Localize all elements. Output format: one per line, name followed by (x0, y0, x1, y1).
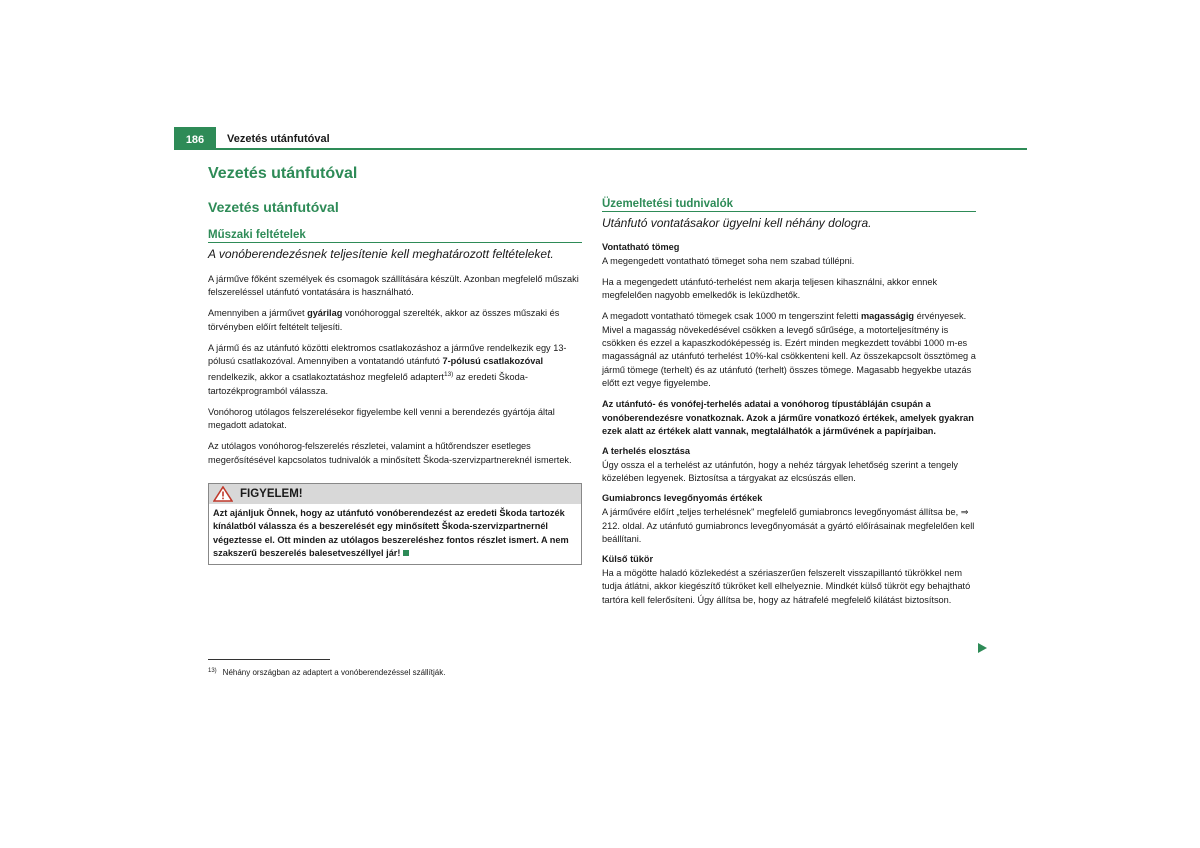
section-title-muszaki: Műszaki feltételek (208, 229, 582, 243)
continue-arrow-icon (978, 643, 987, 653)
section-lead-muszaki: A vonóberendezésnek teljesítenie kell meghatározott feltételeket. (208, 247, 554, 261)
warning-triangle-icon (213, 486, 233, 502)
chapter-subtitle: Vezetés utánfutóval (208, 199, 339, 215)
paragraph-t4: Az utánfutó- és vonófej-terhelés adatai a vonóhorog típustábláján csupán a vonóberendezésre vonatkoznak. Azok a járműre vonatkozó értékek, amelyek gyakran ezek alatt az értékek alatt vannak, megtalálhatók a járművének a papírjaiban. (602, 399, 974, 436)
paragraph-t1: A megengedett vontatható tömeget soha nem szabad túllépni. (602, 256, 855, 266)
subheading-terheles-elosztasa: A terhelés elosztása (602, 445, 691, 456)
text-run: A megadott vontatható tömegek csak 1000 m tengerszint feletti (602, 311, 861, 322)
text-run: érvényesek. Mivel a magasság növekedésével csökken a levegő sűrűsége, a motorteljesítmény is csökken és ezzel a kapaszkodóképesség is. Ezért minden megkezdett további 1000 m-es magasságnál az utánfutó terhelést 10%-kal csökkenteni kell. Az összekapcsolt össztömeg a jármű tömege (terhelt) és az utánfutó (terhelt) összes tömege. Magasabb hegyekbe utazás előtt ezt vegye figyelembe. (602, 311, 976, 389)
section-lead-uzemeltetes: Utánfutó vontatásakor ügyelni kell néhány dologra. (602, 216, 872, 230)
text-run: A jármű és az utánfutó közötti elektromos csatlakozáshoz a járműve rendelkezik egy 13-pólusú csatlakozóval. Amennyiben a vontatandó utánfutó (208, 342, 567, 367)
left-column (208, 165, 582, 565)
chapter-title: Vezetés utánfutóval (208, 165, 358, 182)
subheading-gumiabroncs: Gumiabroncs levegőnyomás értékek (602, 493, 763, 504)
paragraph-t2: Ha a megengedett utánfutó-terhelést nem akarja teljesen kihasználni, akkor ennek megfelelően nagyobb emelkedők is leküzdhetők. (602, 276, 938, 301)
bold-text: magasságig (860, 311, 915, 322)
paragraph-3 (208, 342, 582, 399)
text-run: vonóhoroggal szerelték, akkor az összes műszaki és törvényben előírt feltételt teljesíti. (208, 308, 560, 332)
subheading-vontathato-tomeg: Vontatható tömeg (602, 242, 680, 252)
header-rule (174, 148, 1027, 150)
paragraph-4: Vonóhorog utólagos felszerelésekor figyelembe kell venni a berendezés gyártója által megadott adatokat. (208, 406, 555, 431)
end-square-icon (403, 550, 409, 556)
page-number: 186 (174, 127, 216, 149)
warning-title: FIGYELEM! (240, 487, 303, 500)
right-column (602, 198, 976, 615)
paragraph-t3 (602, 310, 976, 390)
footnote-text: Néhány országban az adaptert a vonóberendezéssel szállítják. (222, 668, 446, 677)
subheading-kulso-tukor: Külső tükör (602, 553, 654, 564)
footnote-ref: 13) (443, 371, 454, 379)
paragraph-e1: Úgy ossza el a terhelést az utánfutón, hogy a nehéz tárgyak lehetőség szerint a tengely közelében legyenek. Biztosítsa a tárgyakat az elcsúszás ellen. (602, 459, 958, 484)
text-run: az eredeti Škoda-tartozékprogramból válassza. (208, 372, 528, 396)
paragraph-k1: Ha a mögötte haladó közlekedést a szériaszerűen felszerelt visszapillantó tükrökkel nem tudja átlátni, akkor kiegészítő tükröket kell elhelyeznie. Mindkét külső tükröt egy behajtható tartóra kell felerősíteni. Úgy állítsa be, hogy az hátrafelé megfelelő kilátást biztosítson. (602, 567, 971, 605)
footnote-rule (208, 659, 330, 660)
paragraph-5: Az utólagos vonóhorog-felszerelés részletei, valamint a hűtőrendszer esetleges megerősítésével kapcsolatos tudnivalók a minősített Škoda-szervizpartnereknél ismertek. (208, 441, 572, 465)
paragraph-g1: A járművére előírt „teljes terhelésnek" megfelelő gumiabroncs levegőnyomást állítsa be, ⇒ 212. oldal. Az utánfutó gumiabroncs levegőnyomását a gyártó előírásainak megfelelően kell beállítani. (602, 507, 975, 544)
footnote (208, 668, 445, 677)
footnote-mark: 13) (208, 668, 217, 674)
bold-text: gyárilag (307, 308, 343, 319)
paragraph-1: A járműve főként személyek és csomagok szállítására készült. Azonban megfelelő műszaki felszereléssel utánfutó vontatására is használható. (208, 274, 579, 298)
running-header-title: Vezetés utánfutóval (227, 133, 330, 145)
text-run: Amennyiben a járművet (208, 308, 308, 319)
warning-box (208, 483, 582, 565)
warning-header (209, 484, 581, 504)
paragraph-2 (208, 307, 582, 334)
warning-text: Azt ajánljuk Önnek, hogy az utánfutó vonóberendezést az eredeti Škoda tartozék kínálatból válassza és a beszerelését egy minősített Škoda-szervizpartnernél végeztesse el. Ott minden az utólagos beszereléshez fontos részlet ismert. A nem szakszerű beszerelés balesetveszéllyel jár! (213, 507, 569, 559)
bold-text: 7-pólusú csatlakozóval (442, 356, 544, 367)
text-run: rendelkezik, akkor a csatlakoztatáshoz megfelelő adaptert (208, 372, 444, 383)
warning-text-block (209, 504, 581, 564)
section-title-uzemeltetes: Üzemeltetési tudnivalók (602, 198, 976, 212)
